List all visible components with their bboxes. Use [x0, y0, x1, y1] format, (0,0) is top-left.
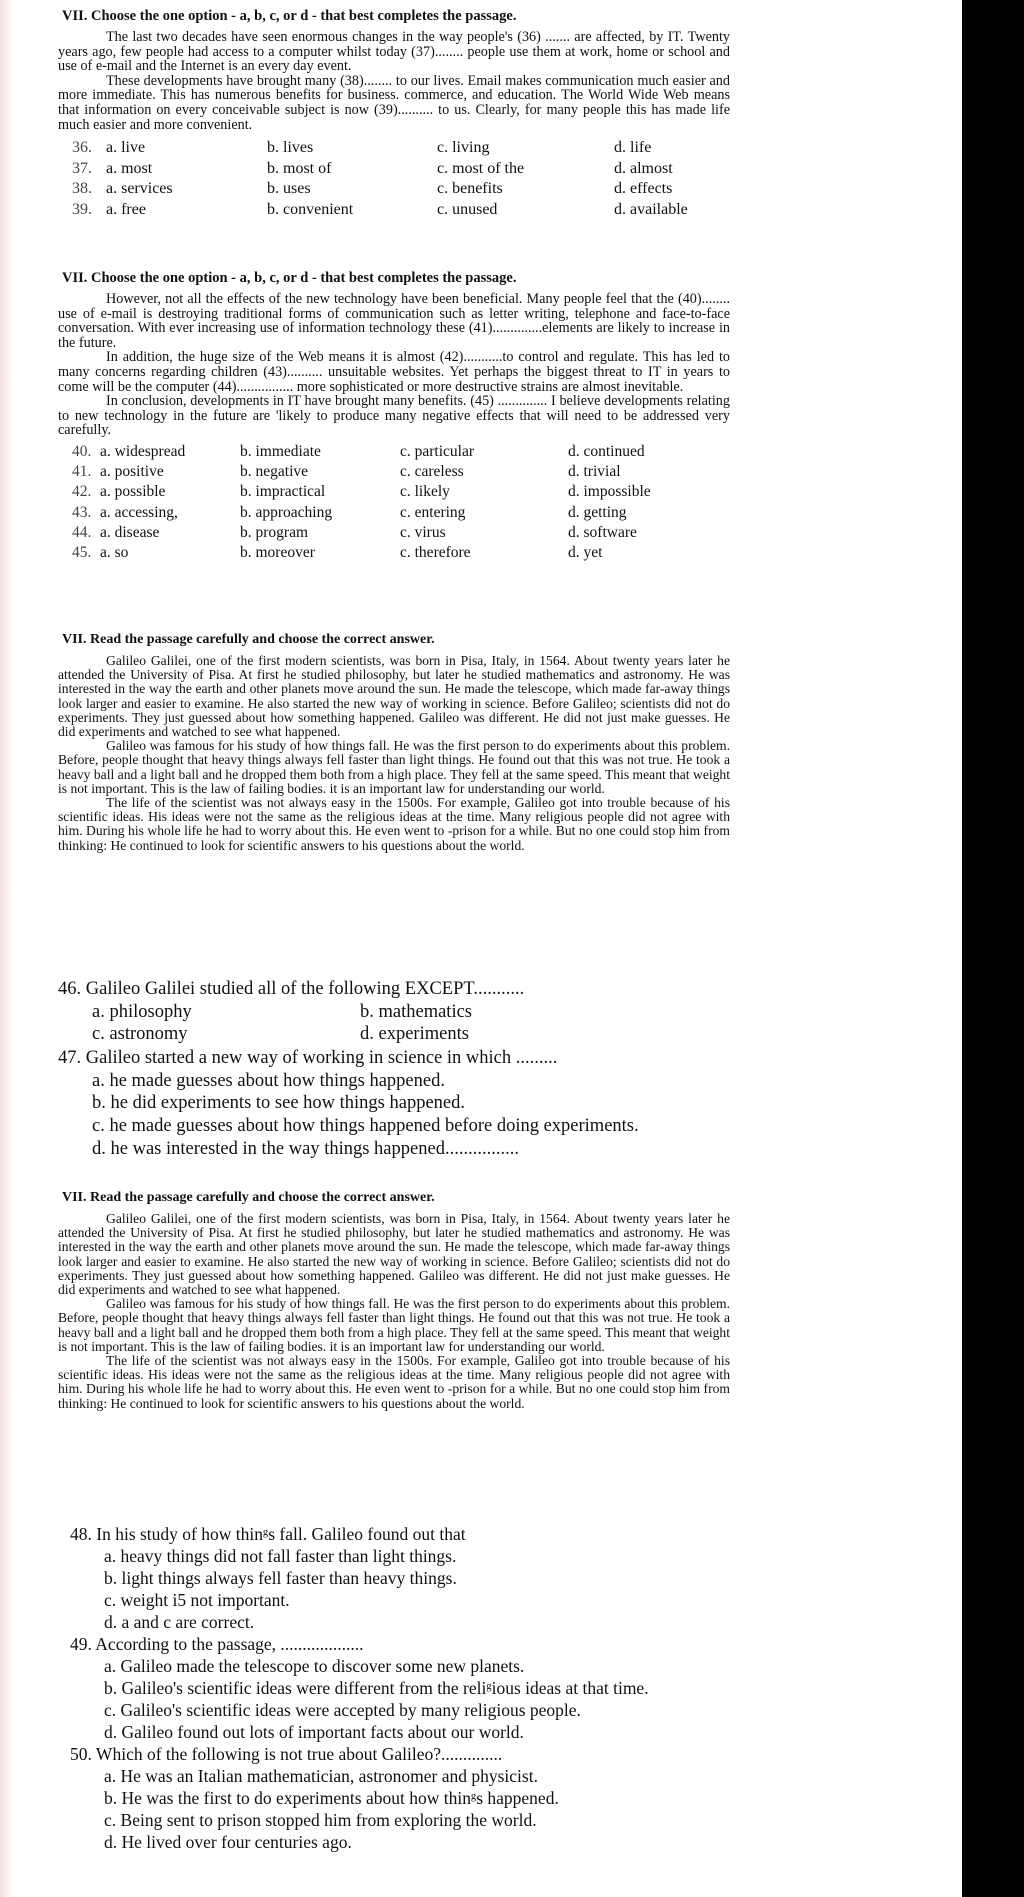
question-47 — [58, 1047, 738, 1161]
passage — [58, 292, 730, 438]
option-row — [72, 523, 730, 543]
paragraph: However, not all the effects of the new technology have been beneficial. Many people feel that the (40)........ use of e-mail is destroying traditional forms of communication such as letter writing, telephone and face-to-face conversation. With ever increasing use of information technology these (41)..............elements are likely to increase in the future. — [58, 291, 730, 351]
option-c: c. unused — [437, 200, 498, 218]
option-c: c. living — [437, 139, 490, 157]
choice-d: d. experiments — [360, 1024, 469, 1045]
option-c: c. most of the — [437, 159, 525, 177]
choice-b: b. mathematics — [360, 1001, 472, 1022]
option-c: c. particular — [400, 442, 475, 460]
option-d: d. yet — [568, 543, 603, 561]
options-table — [72, 138, 730, 220]
option-a: a. disease — [100, 523, 160, 541]
question-number: 37. — [72, 159, 92, 177]
option-row — [72, 482, 730, 502]
choice-d: d. He lived over four centuries ago. — [104, 1832, 352, 1852]
option-b: b. moreover — [240, 543, 315, 561]
choice-a: a. Galileo made the telescope to discover some new planets. — [104, 1656, 525, 1676]
option-d: d. trivial — [568, 463, 621, 481]
choices-row — [92, 1001, 738, 1024]
paragraph: Galileo was famous for his study of how things fall. He was the first person to do experiments about this problem. Before, people thought that heavy things always fell faster than light things. He found out that this was not true. He took a heavy ball and a light ball and he dropped them both from a high place. They fell at the same speed. This meant that weight is not important. This is the law of failing bodies. it is an important law for understanding our world. — [58, 738, 730, 796]
option-b: b. immediate — [240, 442, 321, 460]
option-b: b. program — [240, 523, 309, 541]
option-row — [72, 462, 730, 482]
option-a: a. widespread — [100, 442, 186, 460]
choice-b: b. he did experiments to see how things happened. — [92, 1093, 465, 1114]
question-number: 36. — [72, 139, 92, 157]
question-48 — [70, 1523, 750, 1633]
question-number: 40. — [72, 442, 92, 460]
section-heading: VII. Choose the one option - a, b, c, or d - that best completes the passage. — [62, 270, 517, 286]
choice-c: c. weight i5 not important. — [104, 1590, 290, 1610]
passage — [58, 1212, 730, 1411]
option-row — [72, 159, 730, 180]
section-reading-1 — [58, 630, 730, 853]
choice-a: a. heavy things did not fall faster than light things. — [104, 1546, 457, 1566]
choice-c: c. astronomy — [92, 1024, 188, 1045]
paragraph: These developments have brought many (38)........ to our lives. Email makes communication much easier and more immediate. This has numerous benefits for business. commerce, and education. The World Wide Web means that information on every conceivable subject is now (39).......... to us. Clearly, for many people this has made life much easier and more convenient. — [58, 72, 730, 133]
paragraph: In addition, the huge size of the Web means it is almost (42)...........to control and regulate. This has led to many concerns regarding children (43).......... unsuitable websites. Yet perhaps the biggest threat to IT in years to come will be the computer (44)................ more sophisticated or more destructive strains are almost inevitable. — [58, 349, 730, 395]
options-table — [72, 442, 730, 563]
section-reading-2 — [58, 1188, 730, 1411]
left-page-edge — [0, 0, 12, 1897]
paragraph: In conclusion, developments in IT have brought many benefits. (45) .............. I believe developments relating to new technology in the future are 'likely to produce many negative effects that will need to be addressed very carefully. — [58, 393, 730, 439]
option-b: b. impractical — [240, 483, 326, 501]
option-row — [72, 442, 730, 462]
option-c: c. therefore — [400, 543, 471, 561]
question-number: 39. — [72, 200, 92, 218]
choices-row — [92, 1023, 738, 1046]
question-number: 45. — [72, 543, 92, 561]
option-b: b. most of — [267, 159, 332, 177]
paragraph: Galileo was famous for his study of how things fall. He was the first person to do experiments about this problem. Before, people thought that heavy things always fell faster than light things. He found out that this was not true. He took a heavy ball and a light ball and he dropped them both from a high place. They fell at the same speed. This meant that weight is not important. This is the law of failing bodies. it is an important law for understanding our world. — [58, 1296, 730, 1354]
question-number: 38. — [72, 180, 92, 198]
option-a: a. live — [106, 139, 146, 157]
option-d: d. available — [614, 200, 688, 218]
question-stem: 49. According to the passage, ................... — [70, 1634, 364, 1654]
choice-b: b. Galileo's scientific ideas were different from the reliᵍious ideas at that time. — [104, 1678, 649, 1698]
choice-c: c. Being sent to prison stopped him from exploring the world. — [104, 1810, 537, 1830]
option-c: c. benefits — [437, 180, 503, 198]
option-row — [72, 200, 730, 221]
section-cloze-2 — [58, 268, 730, 563]
option-d: d. getting — [568, 503, 627, 521]
option-a: a. so — [100, 543, 129, 561]
choice-a: a. philosophy — [92, 1001, 192, 1022]
option-d: d. life — [614, 139, 652, 157]
option-row — [72, 543, 730, 563]
paragraph: Galileo Galilei, one of the first modern scientists, was born in Pisa, Italy, in 1564. About twenty years later he attended the University of Pisa. At first he studied philosophy, but later he studied mathematics and astronomy. He was interested in the way the earth and other planets move around the sun. He made the telescope, which made far-away things look larger and easier to examine. He also started the new way of working in science. Before Galileo; scientists did not do experiments. They just guessed about how something happened. Galileo was different. He did not just make guesses. He did experiments and watched to see what happened. — [58, 1211, 730, 1298]
question-stem: 48. In his study of how thinᵍs fall. Galileo found out that — [70, 1524, 466, 1544]
option-c: c. careless — [400, 463, 464, 481]
option-a: a. positive — [100, 463, 164, 481]
question-50 — [70, 1743, 750, 1853]
question-46 — [58, 978, 738, 1046]
option-row — [72, 179, 730, 200]
passage — [58, 30, 730, 132]
question-stem: 50. Which of the following is not true about Galileo?.............. — [70, 1744, 503, 1764]
option-c: c. virus — [400, 523, 446, 541]
right-black-border — [962, 0, 1024, 1897]
section-heading: VII. Read the passage carefully and choose the correct answer. — [62, 1190, 435, 1205]
section-heading: VII. Read the passage carefully and choose the correct answer. — [62, 632, 435, 647]
question-number: 43. — [72, 503, 92, 521]
choice-a: a. He was an Italian mathematician, astronomer and physicist. — [104, 1766, 538, 1786]
option-a: a. possible — [100, 483, 166, 501]
option-a: a. most — [106, 159, 153, 177]
option-d: d. almost — [614, 159, 673, 177]
choice-b: b. light things always fell faster than heavy things. — [104, 1568, 457, 1588]
question-number: 41. — [72, 463, 92, 481]
option-b: b. approaching — [240, 503, 333, 521]
option-c: c. likely — [400, 483, 450, 501]
option-d: d. impossible — [568, 483, 651, 501]
option-b: b. negative — [240, 463, 309, 481]
question-number: 44. — [72, 523, 92, 541]
option-b: b. lives — [267, 139, 314, 157]
question-49 — [70, 1633, 760, 1743]
option-a: a. accessing, — [100, 503, 178, 521]
choice-c: c. he made guesses about how things happened before doing experiments. — [92, 1116, 639, 1137]
choice-d: d. he was interested in the way things happened................ — [92, 1138, 519, 1159]
question-stem: 47. Galileo started a new way of working in science in which ......... — [58, 1048, 558, 1068]
section-heading: VII. Choose the one option - a, b, c, or d - that best completes the passage. — [62, 8, 517, 24]
option-b: b. convenient — [267, 200, 354, 218]
passage — [58, 654, 730, 853]
option-d: d. continued — [568, 442, 645, 460]
paragraph: The life of the scientist was not always easy in the 1500s. For example, Galileo got into trouble because of his scientific ideas. His ideas were not the same as the religious ideas at the time. Many religious people did not agree with him. During his whole life he had to worry about this. He even went to -prison for a while. But no one could stop him from thinking: He continued to look for scientific answers to his questions about the world. — [58, 795, 730, 853]
option-row — [72, 503, 730, 523]
choice-d: d. a and c are correct. — [104, 1612, 255, 1632]
paragraph: The life of the scientist was not always easy in the 1500s. For example, Galileo got into trouble because of his scientific ideas. His ideas were not the same as the religious ideas at the time. Many religious people did not agree with him. During his whole life he had to worry about this. He even went to -prison for a while. But no one could stop him from thinking: He continued to look for scientific answers to his questions about the world. — [58, 1353, 730, 1411]
option-a: a. free — [106, 200, 146, 218]
option-d: d. software — [568, 523, 637, 541]
choice-d: d. Galileo found out lots of important facts about our world. — [104, 1722, 524, 1742]
question-number: 42. — [72, 483, 92, 501]
option-d: d. effects — [614, 180, 673, 198]
choice-c: c. Galileo's scientific ideas were accepted by many religious people. — [104, 1700, 581, 1720]
choice-a: a. he made guesses about how things happened. — [92, 1070, 445, 1091]
option-b: b. uses — [267, 180, 311, 198]
choice-b: b. He was the first to do experiments about how thinᵍs happened. — [104, 1788, 559, 1808]
section-cloze-1 — [58, 6, 730, 220]
question-stem: 46. Galileo Galilei studied all of the following EXCEPT........... — [58, 979, 525, 999]
paragraph: Galileo Galilei, one of the first modern scientists, was born in Pisa, Italy, in 1564. About twenty years later he attended the University of Pisa. At first he studied philosophy, but later he studied mathematics and astronomy. He was interested in the way the earth and other planets move around the sun. He made the telescope, which made far-away things look larger and easier to examine. He also started the new way of working in science. Before Galileo; scientists did not do experiments. They just guessed about how something happened. Galileo was different. He did not just make guesses. He did experiments and watched to see what happened. — [58, 653, 730, 740]
option-row — [72, 138, 730, 159]
option-c: c. entering — [400, 503, 466, 521]
paragraph: The last two decades have seen enormous changes in the way people's (36) ....... are affected, by IT. Twenty years ago, few people had access to a computer whilst today (37)........ people use them at work, home or school and use of e-mail and the Internet is an every day event. — [58, 29, 730, 75]
option-a: a. services — [106, 180, 173, 198]
